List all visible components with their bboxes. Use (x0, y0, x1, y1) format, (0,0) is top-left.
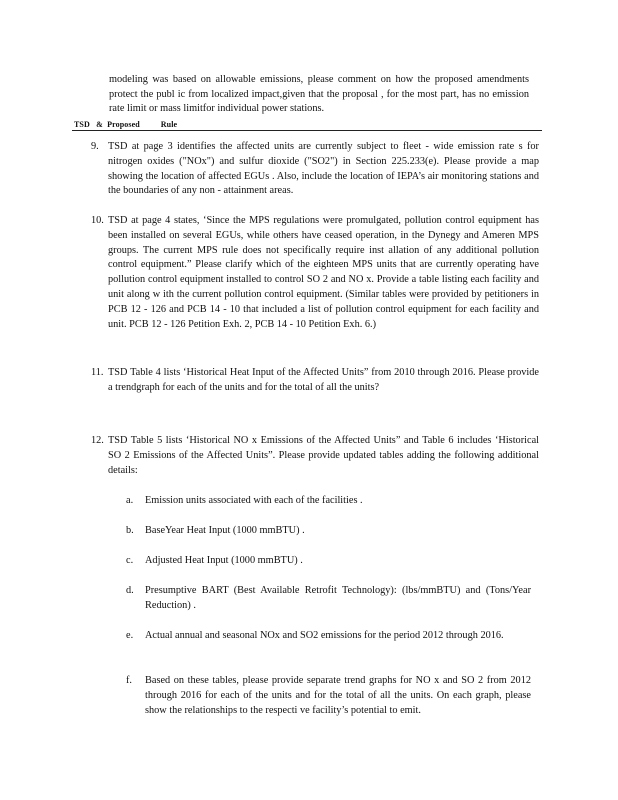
question-item-9 (91, 140, 539, 199)
subitem-text: BaseYear Heat Input (1000 mmBTU) . (145, 525, 305, 536)
subitem-d (126, 584, 531, 614)
subitem-text: Presumptive BART (Best Available Retrofit Technology): (lbs/mmBTU) and (Tons/Year Reduction) . (145, 585, 531, 611)
intro-paragraph: modeling was based on allowable emissions, please comment on how the proposed amendments protect the publ ic from localized impact,given that the proposal , for the most part, has no emission rate limit or mass limitfor individual power stations. (109, 74, 529, 115)
subitem-f (126, 674, 531, 718)
subitem-b (126, 524, 531, 539)
subitem-letter: c. (126, 555, 134, 566)
section-divider (72, 130, 542, 131)
item-number: 11. (91, 367, 104, 378)
item-text: TSD Table 4 lists ‘Historical Heat Input of the Affected Units” from 2010 through 2016. Please provide a trendgraph for each of the units and for the total of all the units? (108, 367, 539, 393)
item-text: TSD at page 4 states, ‘Since the MPS regulations were promulgated, pollution control equipment has been installed on several EGUs, while others have ceased operation, in the Dynegy and Ameren MPS groups. The current MPS rule does not specifically require inst allation of any additional pollution control equipment.” Please clarify which of the eighteen MPS units that are currently operating have pollution control equipment installed to control SO 2 and NO x. Provide a table listing each facility and unit along w ith the current pollution control equipment. (Similar tables were provided by petitioners in PCB 12 - 126 and PCB 14 - 10 that included a list of pollution control equipment for each facility and unit. PCB 12 - 126 Petition Exh. 2, PCB 14 - 10 Petition Exh. 6.) (108, 215, 539, 330)
question-item-12 (91, 434, 539, 478)
subitem-text: Actual annual and seasonal NOx and SO2 emissions for the period 2012 through 2016. (145, 630, 504, 641)
item-number: 10. (91, 215, 104, 226)
subitem-letter: b. (126, 525, 134, 536)
subitem-text: Adjusted Heat Input (1000 mmBTU) . (145, 555, 303, 566)
section-label: TSD & Proposed Rule (74, 120, 178, 129)
subitem-text: Emission units associated with each of the facilities . (145, 495, 363, 506)
item-number: 9. (91, 141, 99, 152)
subitem-letter: f. (126, 675, 133, 686)
subitem-c (126, 554, 531, 569)
subitem-a (126, 494, 531, 509)
item-text: TSD at page 3 identifies the affected units are currently subject to fleet - wide emission rate s for nitrogen oxides ("NOx") and sulfur dioxide ("SO2") in Section 225.233(e). Please provide a map showing the location of affected EGUs . Also, include the location of IEPA’s air monitoring stations and the boundaries of any non - attainment areas. (108, 141, 539, 197)
subitem-letter: e. (126, 630, 134, 641)
question-item-11 (91, 366, 539, 396)
subitem-text: Based on these tables, please provide separate trend graphs for NO x and SO 2 from 2012 through 2016 for each of the units and for the total of all the units. On each graph, please show the relationships to the respecti ve facility’s potential to emit. (145, 675, 531, 716)
subitem-e (126, 629, 531, 644)
subitem-letter: d. (126, 585, 134, 596)
subitem-letter: a. (126, 495, 134, 506)
item-number: 12. (91, 435, 104, 446)
question-item-10 (91, 214, 539, 332)
item-text: TSD Table 5 lists ‘Historical NO x Emissions of the Affected Units” and Table 6 includes ‘Historical SO 2 Emissions of the Affected Units”. Please provide updated tables adding the following additional details: (108, 435, 539, 476)
